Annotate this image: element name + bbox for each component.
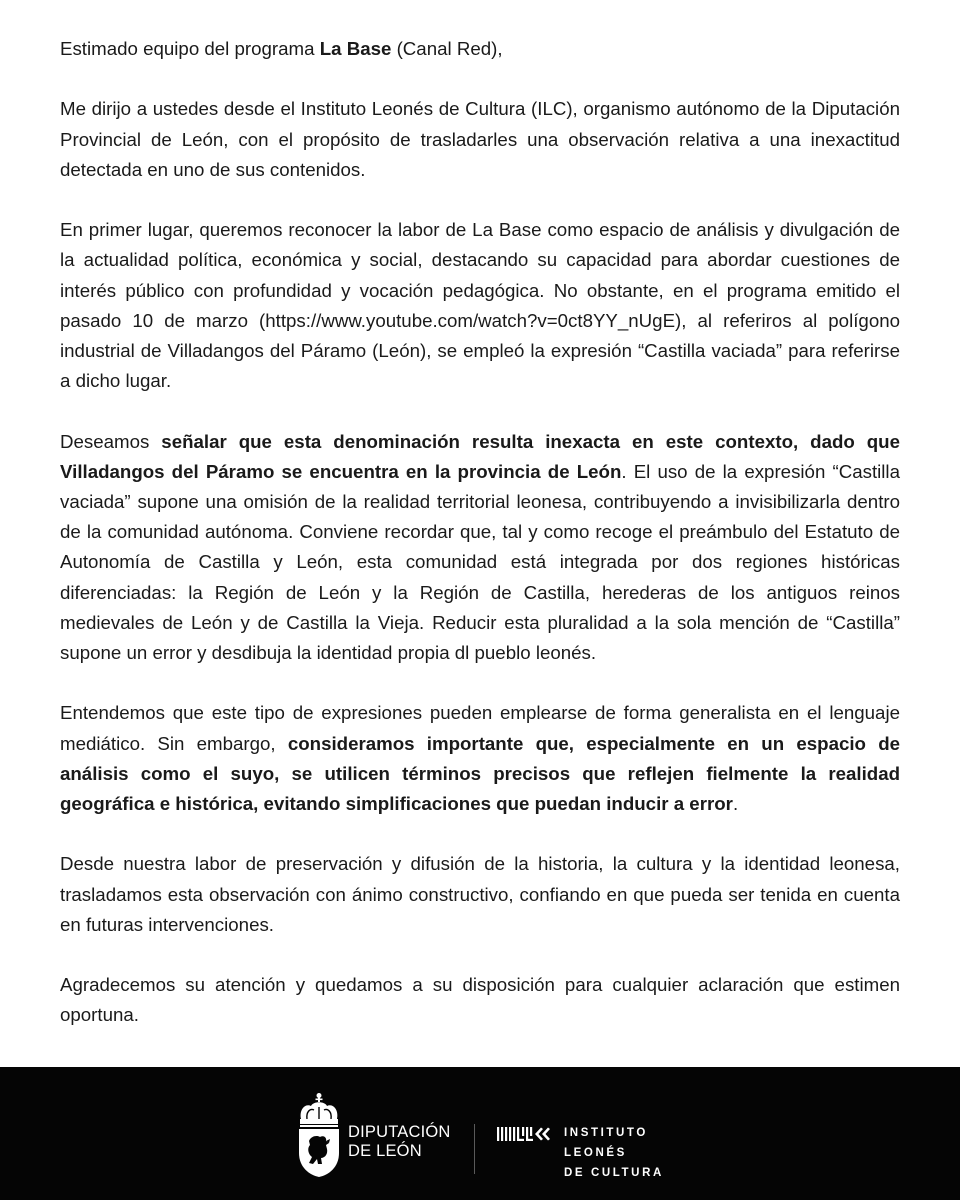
- paragraph-context: En primer lugar, queremos reconocer la labor de La Base como espacio de análisis y divulgación de la actualidad política, económica y social, destacando su capacidad para abordar cuestiones de interés público con profundidad y vocación pedagógica. No obstante, en el programa emitido el pasado 10 de marzo (https://www.youtube.com/watch?v=0ct8YY_nUgE), al referiros al polígono industrial de Villadangos del Páramo (León), se empleó la expresión “Castilla vaciada” para referirse a dicho lugar.: [60, 219, 900, 392]
- paragraph-correction: [60, 427, 900, 669]
- diputacion-line-1: DIPUTACIÓN: [348, 1123, 451, 1141]
- letter-body: [60, 34, 900, 1061]
- request-emphasis: consideramos importante que, especialmente en un espacio de análisis como el suyo, se utilicen términos precisos que reflejen fielmente la realidad geográfica e histórica, evitando simplificaciones que puedan inducir a error: [60, 732, 901, 815]
- greeting-suffix: (Canal Red),: [391, 38, 503, 59]
- correction-emphasis: señalar que esta denominación resulta inexacta en este contexto, dado que Villadangos del Páramo se encuentra en la provincia de León: [60, 430, 900, 482]
- paragraph-intro: Me dirijo a ustedes desde el Instituto Leonés de Cultura (ILC), organismo autónomo de la Diputación Provincial de León, con el propósito de trasladarles una observación relativa a una inexactitud detectada en uno de sus contenidos.: [60, 98, 900, 180]
- diputacion-name: [348, 1123, 451, 1161]
- request-prefix: Entendemos que este tipo de expresiones pueden emplearse de forma generalista en el lenguaje mediático. Sin embargo,: [60, 702, 900, 754]
- ilc-name: [564, 1123, 664, 1183]
- request-suffix: .: [732, 793, 739, 815]
- ilc-line-1: INSTITUTO: [564, 1127, 648, 1139]
- diputacion-crest-icon: [296, 1092, 342, 1178]
- footer-divider: [474, 1124, 475, 1174]
- greeting-prefix: Estimado equipo del programa: [60, 38, 320, 59]
- ilc-logo-icon: [497, 1127, 551, 1141]
- greeting: [60, 34, 900, 64]
- footer-logos: [0, 1067, 960, 1200]
- program-name: La Base: [319, 38, 392, 59]
- correction-prefix: Deseamos: [60, 430, 162, 452]
- paragraph-request: [60, 698, 900, 819]
- ilc-line-2: LEONÉS: [564, 1147, 627, 1159]
- ilc-line-3: DE CULTURA: [564, 1167, 664, 1179]
- paragraph-closing: Agradecemos su atención y quedamos a su disposición para cualquier aclaración que estimen oportuna.: [60, 974, 900, 1026]
- diputacion-line-2: DE LEÓN: [348, 1142, 422, 1160]
- correction-suffix: . El uso de la expresión “Castilla vaciada” supone una omisión de la realidad territorial leonesa, contribuyendo a invisibilizarla dentro de la comunidad autónoma. Conviene recordar que, tal y como recoge el preámbulo del Estatuto de Autonomía de Castilla y León, esta comunidad está integrada por dos regiones históricas diferenciadas: la Región de León y la Región de Castilla, herederas de los antiguos reinos medievales de León y de Castilla la Vieja. Reducir esta pluralidad a la sola mención de “Castilla” supone un error y desdibuja la identidad propia dl pueblo leonés.: [60, 460, 900, 664]
- paragraph-purpose: Desde nuestra labor de preservación y difusión de la historia, la cultura y la identidad leonesa, trasladamos esta observación con ánimo constructivo, confiando en que pueda ser tenida en cuenta en futuras intervenciones.: [60, 853, 900, 935]
